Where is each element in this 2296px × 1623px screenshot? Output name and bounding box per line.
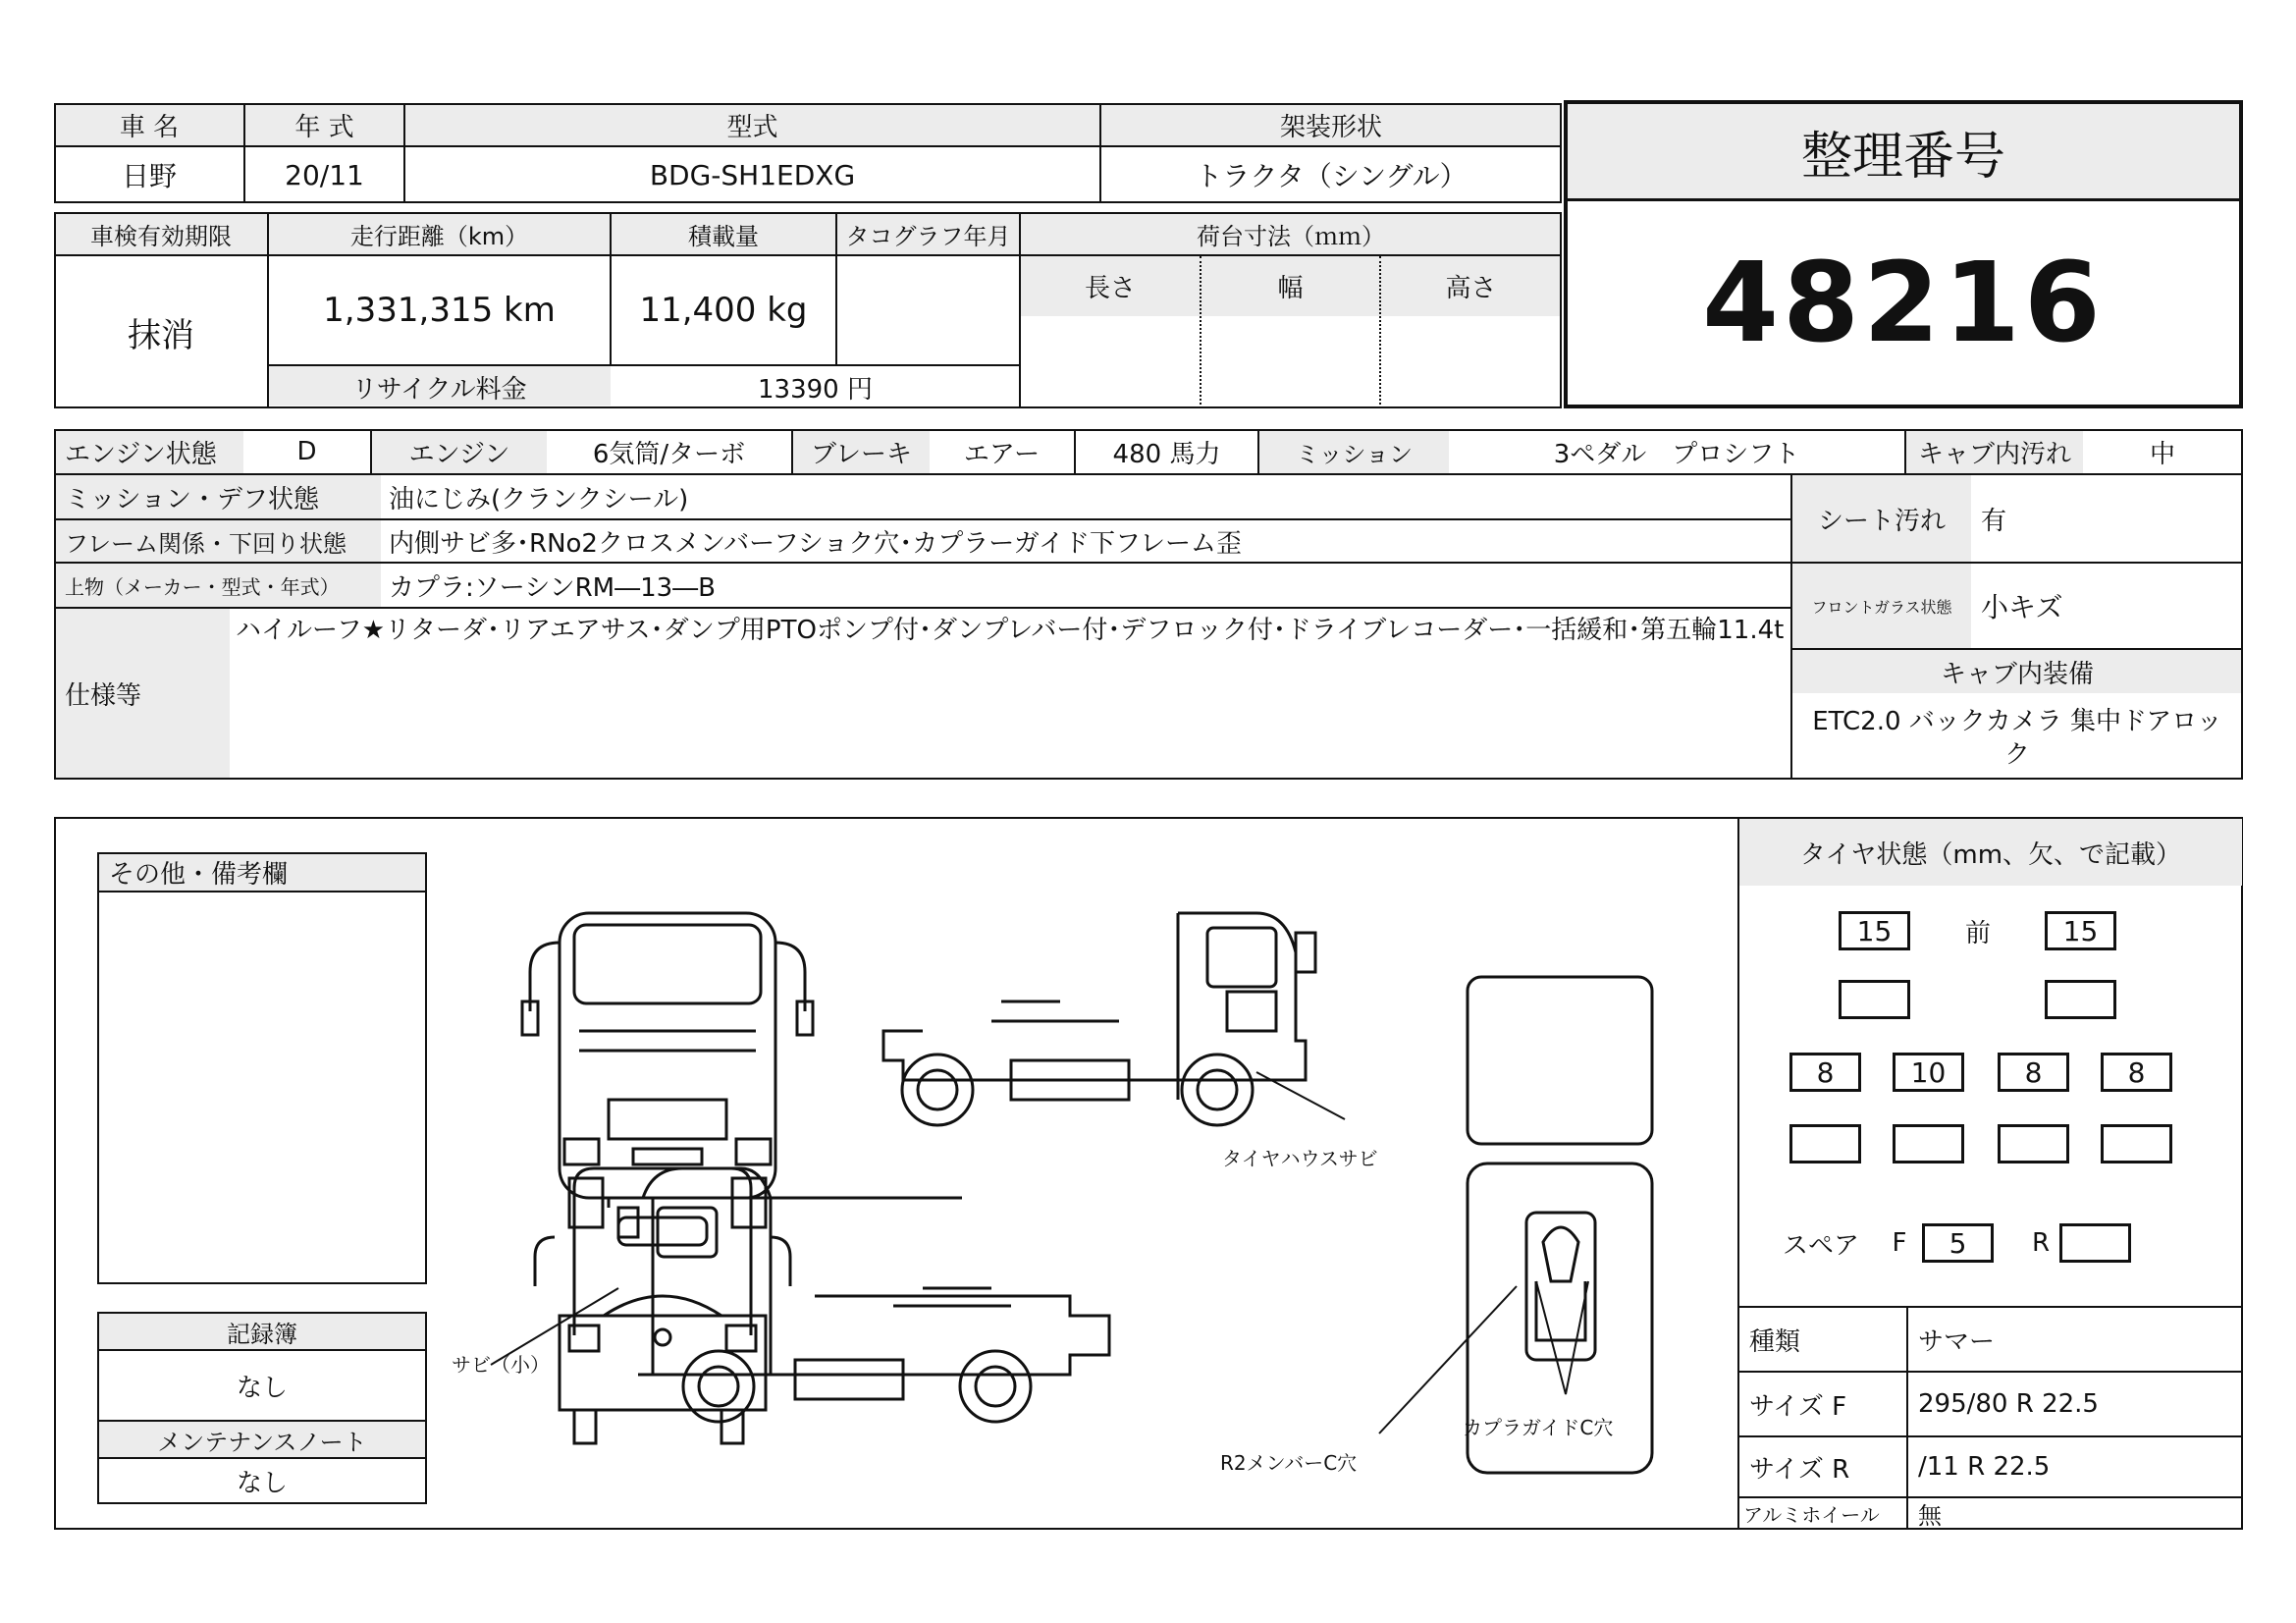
size-front-value: 295/80 R 22.5 — [1918, 1389, 2099, 1419]
header-cab-equipment: キャブ内装備 — [1940, 659, 2094, 689]
spare-front-label: F — [1892, 1228, 1907, 1258]
size-rear-value: /11 R 22.5 — [1918, 1452, 2051, 1482]
header-cab-dirt: キャブ内汚れ — [1917, 439, 2071, 469]
tire-rear-7 — [1998, 1124, 2069, 1163]
truck-rear-view-icon — [535, 1168, 790, 1443]
header-size-rear: サイズ R — [1749, 1454, 1850, 1485]
upper-body-value: カプラ:ソーシンRM―13―B — [389, 572, 717, 603]
body-type-value: トラクタ（シングル） — [1195, 160, 1468, 192]
header-recycle-fee: リサイクル料金 — [351, 374, 527, 405]
tire-rear-2: 10 — [1893, 1053, 1964, 1092]
header-inspection: 車検有効期限 — [90, 223, 232, 250]
header-size-front: サイズ F — [1749, 1391, 1847, 1422]
header-mission-diff: ミッション・デフ状態 — [65, 484, 319, 514]
spare-front-value: 5 — [1922, 1223, 1994, 1263]
cab-equipment-value-line1: ETC2.0 バックカメラ 集中ドアロッ — [1812, 706, 2222, 736]
header-year: 年 式 — [294, 112, 354, 142]
header-remarks: その他・備考欄 — [109, 860, 289, 890]
maintenance-note-value: なし — [236, 1468, 288, 1498]
header-cargo-size: 荷台寸法（ｍｍ） — [1197, 223, 1385, 250]
annotation-r2-member: R2メンバーC穴 — [1220, 1451, 1358, 1475]
alloy-wheel-value: 無 — [1918, 1501, 1942, 1528]
recycle-fee-value: 13390 円 — [758, 374, 873, 405]
inspection-value: 抹消 — [128, 315, 194, 355]
model-value: BDG-SH1EDXG — [649, 158, 856, 191]
tire-rear-5 — [1789, 1124, 1861, 1163]
annotation-tire-house-rust: タイヤハウスサビ — [1222, 1147, 1378, 1170]
tire-rear-6 — [1893, 1124, 1964, 1163]
header-width: 幅 — [1277, 273, 1304, 303]
header-mileage: 走行距離（km） — [349, 223, 529, 250]
tire-rear-1: 8 — [1789, 1053, 1861, 1092]
tire-front-label: 前 — [1964, 918, 1991, 948]
engine-state-value: D — [296, 437, 317, 466]
header-alloy-wheel: アルミホイール — [1743, 1502, 1880, 1527]
header-body-type: 架装形状 — [1279, 112, 1382, 142]
record-book-value: なし — [236, 1373, 288, 1403]
annotation-rust-small: サビ（小） — [452, 1353, 550, 1377]
header-tachograph: タコグラフ年月 — [845, 223, 1011, 250]
tire-front-right: 15 — [2045, 911, 2116, 950]
truck-top-view-icon — [1468, 977, 1652, 1473]
year-value: 20/11 — [285, 158, 364, 191]
header-spec: 仕様等 — [65, 680, 142, 711]
load-value: 11,400 kg — [639, 291, 808, 330]
windshield-value: 小キズ — [1981, 591, 2063, 623]
header-record-book: 記録簿 — [227, 1320, 297, 1348]
header-seat-dirt: シート汚れ — [1817, 506, 1946, 536]
spare-rear-value — [2059, 1223, 2131, 1263]
header-engine-state: エンジン状態 — [65, 439, 217, 469]
tire-front-left: 15 — [1839, 911, 1910, 950]
spec-value: ハイルーフ★リターダ･リアエアサス･ダンプ用PTOポンプ付･ダンプレバー付･デフロック付･ドライブレコーダー･一括緩和･第五輪11.4t — [236, 616, 1785, 645]
truck-diagram — [432, 884, 1747, 1492]
reference-number-title: 整理番号 — [1800, 127, 2005, 187]
header-windshield: フロントガラス状態 — [1811, 597, 1952, 617]
engine-value: 6気筒/ターボ — [592, 439, 746, 469]
header-tire-type: 種類 — [1749, 1326, 1801, 1357]
header-height: 高さ — [1445, 273, 1497, 303]
header-mission: ミッション — [1295, 440, 1414, 468]
tire-title: タイヤ状態（mm、欠、で記載） — [1799, 839, 2182, 870]
truck-side-view-2-icon — [609, 1168, 1109, 1422]
reference-number: 48216 — [1702, 240, 2105, 367]
cab-equipment-value-line2: ク — [2003, 739, 2030, 770]
mission-value: 3ペダル プロシフト — [1553, 439, 1800, 469]
header-brake: ブレーキ — [811, 439, 912, 469]
truck-front-view-icon — [522, 913, 813, 1227]
tire-rear-8 — [2101, 1124, 2172, 1163]
tire-front-right-inner — [2045, 980, 2116, 1019]
tire-type-value: サマー — [1918, 1326, 1996, 1357]
mileage-value: 1,331,315 km — [323, 291, 556, 330]
car-name-value: 日野 — [121, 160, 177, 192]
brake-value: エアー — [963, 439, 1041, 469]
tire-front-left-inner — [1839, 980, 1910, 1019]
seat-dirt-value: 有 — [1981, 506, 2007, 536]
tire-rear-3: 8 — [1998, 1053, 2069, 1092]
header-frame: フレーム関係・下回り状態 — [65, 529, 347, 558]
truck-side-view-icon — [883, 913, 1315, 1125]
header-maintenance-note: メンテナンスノート — [157, 1428, 367, 1456]
tire-rear-4: 8 — [2101, 1053, 2172, 1092]
header-load: 積載量 — [688, 223, 759, 250]
tachograph-value — [837, 256, 1019, 364]
cab-dirt-value: 中 — [2149, 439, 2175, 469]
mission-diff-value: 油にじみ(クランクシール) — [389, 484, 689, 514]
header-model: 型式 — [726, 112, 778, 142]
spare-label: スペア — [1782, 1230, 1859, 1261]
annotation-coupler-guide: カプラガイドC穴 — [1463, 1416, 1614, 1439]
spare-rear-label: R — [2031, 1228, 2051, 1258]
header-length: 長さ — [1084, 273, 1136, 303]
header-engine: エンジン — [408, 439, 510, 469]
frame-value: 内側サビ多･RNo2クロスメンバーフショク穴･カプラーガイド下フレーム歪 — [389, 528, 1242, 559]
header-car-name: 車 名 — [119, 112, 180, 142]
header-upper-body: 上物（メーカー・型式・年式） — [65, 574, 340, 599]
horsepower-value: 480 馬力 — [1112, 439, 1221, 469]
